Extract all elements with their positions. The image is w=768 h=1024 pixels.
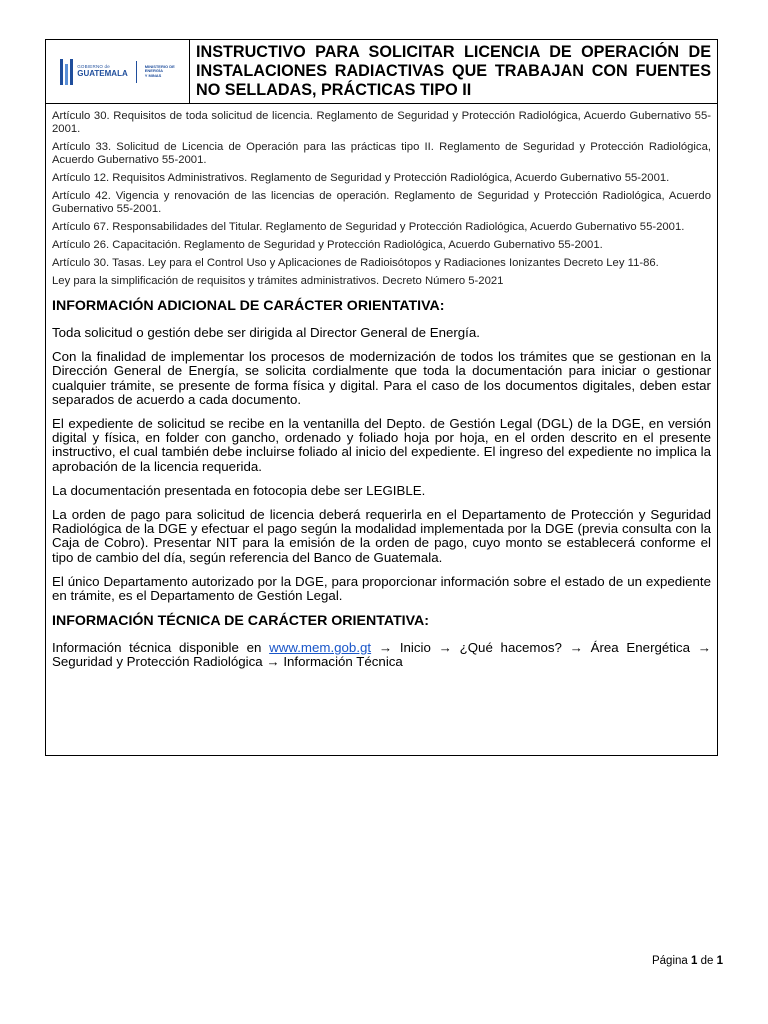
legal-reference: Artículo 26. Capacitación. Reglamento de Seguridad y Protección Radiológica, Acuerdo Gubernativo 55-2001. — [52, 239, 603, 251]
technical-path: → Inicio → ¿Qué hacemos? → Área Energética → Seguridad y Protección Radiológica → Información Técnica — [52, 640, 711, 670]
mem-website-link[interactable]: www.mem.gob.gt — [269, 640, 372, 656]
info-paragraph: Toda solicitud o gestión debe ser dirigida al Director General de Energía. — [52, 325, 480, 340]
info-paragraph: El único Departamento autorizado por la DGE, para proporcionar información sobre el estado de un expediente en trámite, es el Departamento de Gestión Legal. — [52, 573, 711, 604]
info-paragraph: La orden de pago para solicitud de licencia deberá requerirla en el Departamento de Protección y Seguridad Radiológica de la DGE y efectuar el pago según la modalidad implementada por la DGE (previa consulta con la Caja de Cobro). Presentar NIT para la emisión de la orden de pago, cuyo monto se establecerá conforme el tipo de cambio del día, según referencia del Banco de Guatemala. — [52, 507, 711, 565]
ministry-name — [145, 65, 175, 78]
total-pages: 1 — [716, 955, 723, 967]
ministry-line: MINISTERIO DE — [144, 64, 175, 70]
legal-reference: Ley para la simplificación de requisitos y trámites administrativos. Decreto Número 5-2021 — [52, 275, 504, 287]
page-label: Página — [651, 955, 691, 967]
logo-wordmark — [77, 65, 128, 78]
ministry-line: ENERGÍA — [144, 68, 163, 74]
technical-info-heading: INFORMACIÓN TÉCNICA DE CARÁCTER ORIENTATIVA: — [52, 613, 429, 630]
logo-line1: GOBIERNO de — [77, 64, 110, 70]
legal-reference: Artículo 30. Requisitos de toda solicitud de licencia. Reglamento de Seguridad y Protección Radiológica, Acuerdo Gubernativo 55-2001. — [52, 110, 711, 135]
technical-info-paragraph — [52, 641, 711, 669]
government-logo — [60, 59, 175, 85]
info-paragraph: Con la finalidad de implementar los procesos de modernización de todos los trámites que se gestionan en la Dirección General de Energía, se solicita cordialmente que toda la documentación para iniciar o gestionar cualquier trámite, se presente de forma física y digital. Para el caso de los documentos digitales, deben estar separados de acuerdo a cada documento. — [52, 349, 711, 407]
document-body — [46, 104, 717, 670]
ministry-line: Y MINAS — [144, 72, 162, 78]
document-frame — [45, 39, 718, 756]
legal-reference: Artículo 42. Vigencia y renovación de las licencias de operación. Reglamento de Seguridad y Protección Radiológica, Acuerdo Gubernativo 55-2001. — [52, 190, 711, 215]
guatemala-flag-icon — [60, 59, 73, 85]
info-paragraph: El expediente de solicitud se recibe en la ventanilla del Depto. de Gestión Legal (DGL) de la DGE, en versión digital y física, en folder con gancho, ordenado y foliado hoja por hoja, en el orden descrito en el presente instructivo, el cual también debe incluirse foliado al inicio del expediente. El ingreso del expediente no implica la aprobación de la licencia requerida. — [52, 416, 711, 474]
technical-prefix: Información técnica disponible en — [52, 640, 270, 656]
legal-reference: Artículo 30. Tasas. Ley para el Control Uso y Aplicaciones de Radioisótopos y Radiaciones Ionizantes Decreto Ley 11-86. — [52, 257, 659, 269]
document-title: INSTRUCTIVO PARA SOLICITAR LICENCIA DE OPERACIÓN DE INSTALACIONES RADIACTIVAS QUE TRABAJAN CON FUENTES NO SELLADAS, PRÁCTICAS TIPO II — [196, 43, 711, 99]
logo-divider — [136, 61, 137, 83]
additional-info-heading: INFORMACIÓN ADICIONAL DE CARÁCTER ORIENTATIVA: — [52, 298, 445, 314]
header-row — [46, 40, 717, 104]
page-number — [0, 955, 723, 967]
info-paragraph: La documentación presentada en fotocopia debe ser LEGIBLE. — [52, 482, 426, 498]
legal-reference: Artículo 12. Requisitos Administrativos. Reglamento de Seguridad y Protección Radiológica, Acuerdo Gubernativo 55-2001. — [52, 172, 670, 184]
logo-line2: GUATEMALA — [77, 68, 128, 78]
page-of: de — [697, 955, 717, 967]
legal-reference: Artículo 33. Solicitud de Licencia de Operación para las prácticas tipo II. Reglamento de Seguridad y Protección Radiológica, Acuerdo Gubernativo 55-2001. — [52, 141, 711, 166]
legal-reference: Artículo 67. Responsabilidades del Titular. Reglamento de Seguridad y Protección Radiológica, Acuerdo Gubernativo 55-2001. — [52, 221, 685, 233]
logo-cell — [46, 40, 190, 103]
current-page: 1 — [691, 955, 698, 967]
